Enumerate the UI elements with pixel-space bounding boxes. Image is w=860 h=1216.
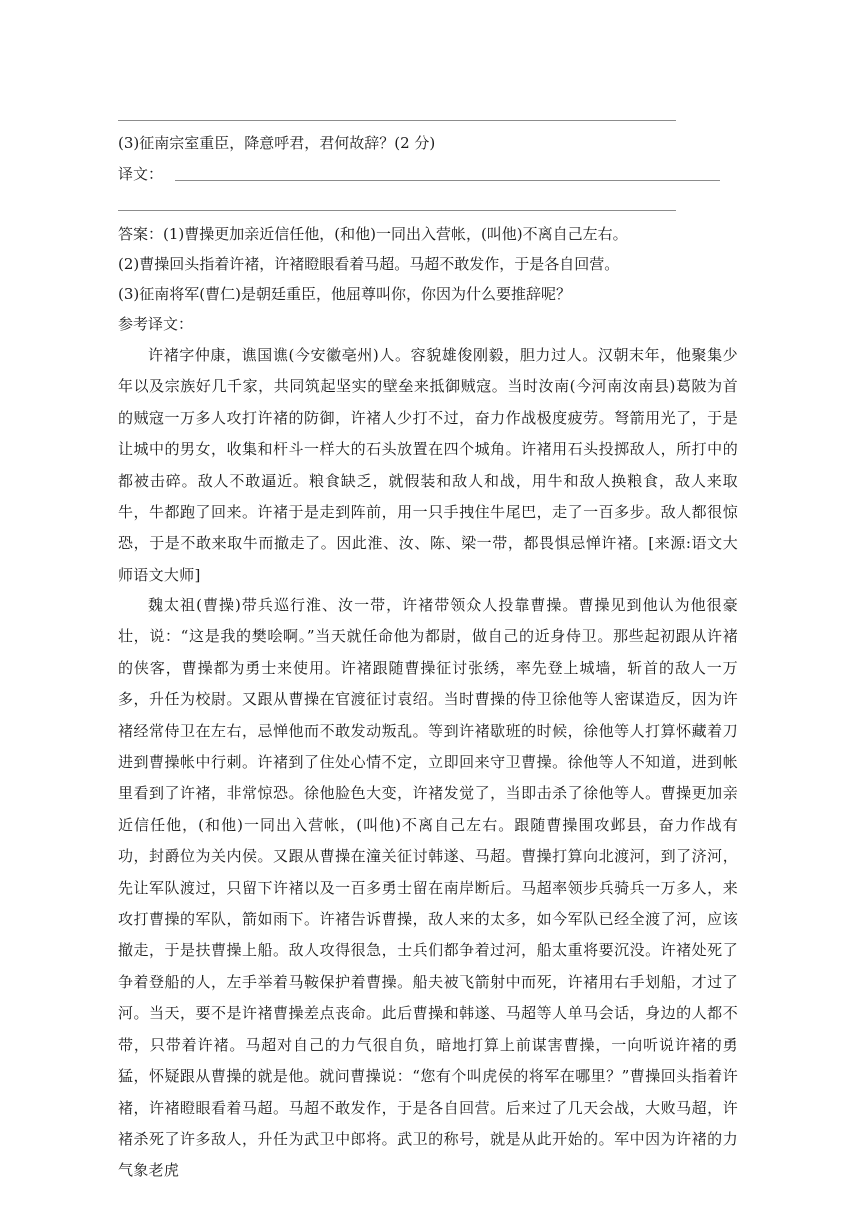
reference-translation-label: 参考译文： <box>118 315 194 333</box>
answer-blank-line <box>118 210 676 211</box>
answer-blank-line <box>175 180 720 181</box>
answer-line-3: (3)征南将军(曹仁)是朝廷重臣，他屈尊叫你，你因为什么要推辞呢？ <box>118 285 571 303</box>
answer-blank-line <box>118 120 676 121</box>
reference-paragraph-2: 魏太祖(曹操)带兵巡行淮、汝一带，许褚带领众人投靠曹操。曹操见到他认为他很豪壮，说：“这是我的樊哙啊。”当天就任命他为都尉，做自己的近身侍卫。那些起初跟从许褚的侠客，曹操都为勇士来使用。许褚跟随曹操征讨张绣，率先登上城墙，斩首的敌人一万多，升任为校尉。又跟从曹操在官渡征讨袁绍。当时曹操的侍卫徐他等人密谋造反，因为许褚经常侍卫在左右，忌惮他而不敢发动叛乱。等到许褚歇班的时候，徐他等人打算怀藏着刀进到曹操帐中行刺。许褚到了住处心情不定，立即回来守卫曹操。徐他等人不知道，进到帐里看到了许褚，非常惊恐。徐他脸色大变，许褚发觉了，当即击杀了徐他等人。曹操更加亲近信任他，(和他)一同出入营帐，(叫他)不离自己左右。跟随曹操围攻邺县，奋力作战有功，封爵位为关内侯。又跟从曹操在潼关征讨韩遂、马超。曹操打算向北渡河，到了济河，先让军队渡过，只留下许褚以及一百多勇士留在南岸断后。马超率领步兵骑兵一万多人，来攻打曹操的军队，箭如雨下。许褚告诉曹操，敌人来的太多，如今军队已经全渡了河，应该撤走，于是扶曹操上船。敌人攻得很急，士兵们都争着过河，船太重将要沉没。许褚处死了争着登船的人，左手举着马鞍保护着曹操。船夫被飞箭射中而死，许褚用右手划船，才过了河。当天，要不是许褚曹操差点丧命。此后曹操和韩遂、马超等人单马会话，身边的人都不带，只带着许褚。马超对自己的力气很自负，暗地打算上前谋害曹操，一向听说许褚的勇猛，怀疑跟从曹操的就是他。就问曹操说：“您有个叫虎侯的将军在哪里？”曹操回头指着许褚，许褚瞪眼看着马超。马超不敢发作，于是各自回营。后来过了几天会战，大败马超，许褚杀死了许多敌人，升任为武卫中郎将。武卫的称号，就是从此开始的。军中因为许褚的力气象老虎 <box>118 596 738 1180</box>
question-3-prompt: (3)征南宗室重臣，降意呼君，君何故辞？(2 分) <box>118 134 436 152</box>
translate-label: 译文： <box>118 165 164 183</box>
answer-line-2: (2)曹操回头指着许褚，许褚瞪眼看着马超。马超不敢发作，于是各自回营。 <box>118 255 620 273</box>
answer-line-1: 答案：(1)曹操更加亲近信任他，(和他)一同出入营帐，(叫他)不离自己左右。 <box>118 225 628 243</box>
reference-paragraph-1: 许褚字仲康，谯国谯(今安徽亳州)人。容貌雄俊刚毅，胆力过人。汉朝末年，他聚集少年以及宗族好几千家，共同筑起坚实的壁垒来抵御贼寇。当时汝南(今河南汝南县)葛陂为首的贼寇一万多人攻打许褚的防御，许褚人少打不过，奋力作战极度疲劳。弩箭用光了，于是让城中的男女，收集和杆斗一样大的石头放置在四个城角。许褚用石头投掷敌人，所打中的都被击碎。敌人不敢逼近。粮食缺乏，就假装和敌人和战，用牛和敌人换粮食，敌人来取牛，牛都跑了回来。许褚于是走到阵前，用一只手拽住牛尾巴，走了一百多步。敌人都很惊恐，于是不敢来取牛而撤走了。因此淮、汝、陈、梁一带，都畏惧忌惮许褚。[来源:语文大师语文大师] <box>118 346 738 584</box>
